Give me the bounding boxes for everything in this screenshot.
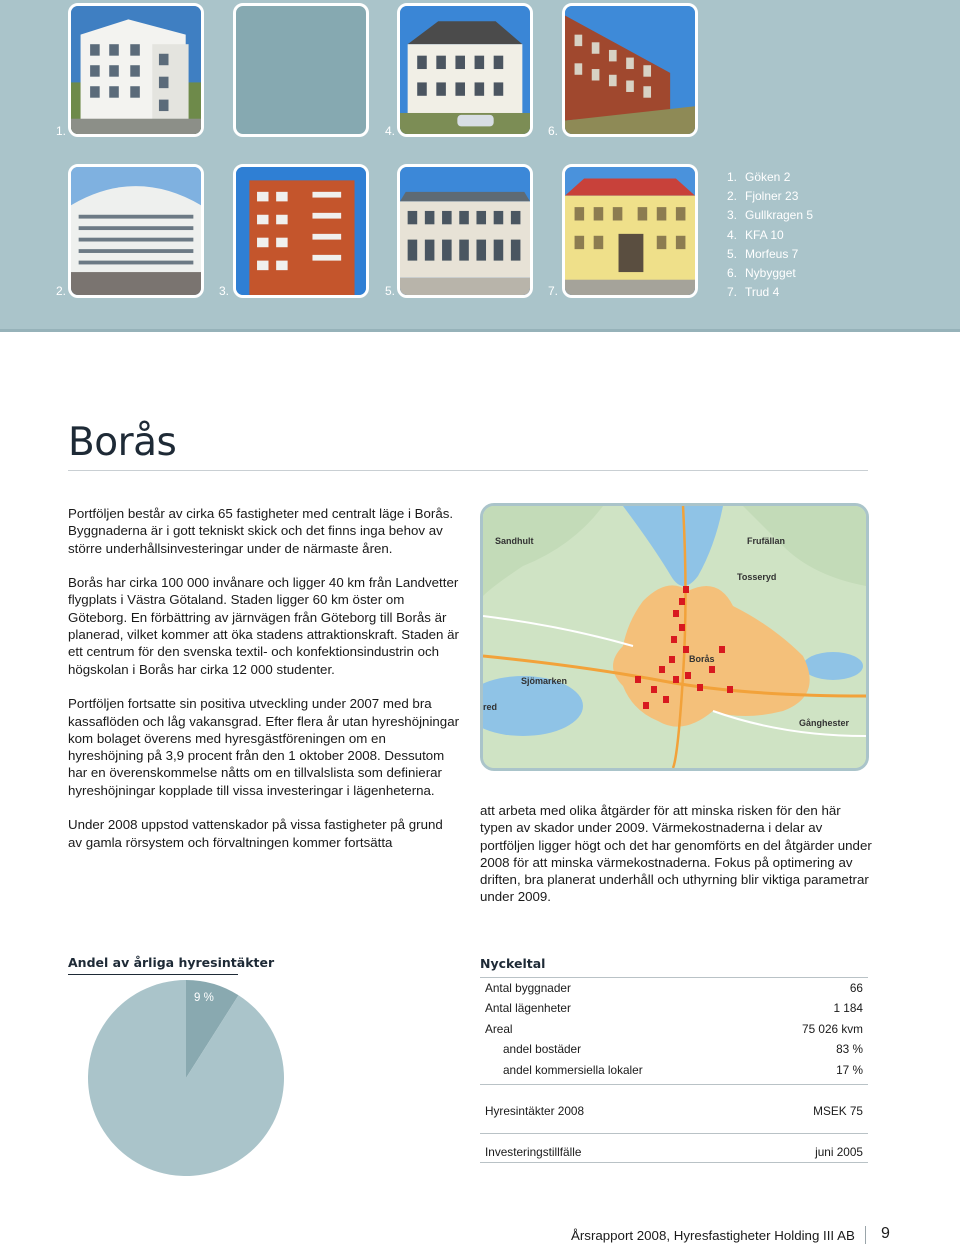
key-figures-table-investment bbox=[480, 1142, 868, 1163]
paragraph: Under 2008 uppstod vattenskador på vissa fastigheter på grund av gamla rörsystem och förvaltningen kommer fortsätta bbox=[68, 817, 443, 850]
footer-separator bbox=[865, 1226, 866, 1244]
photo-morfeus-7 bbox=[397, 164, 533, 298]
paragraph: Portföljen fortsatte sin positiva utveckling under 2007 med bra kassaflöden och låg vakansgrad. Efter flera år utan hyreshöjningar kom bolaget överens med hyresgästföreningen om en hyreshöjning på 3,9 procent från den 1 oktober 2008. Dessutom har en överenskommelse nåtts om en tillvalslista som definierar hyreshöjningar kopplade till vissa investeringar i lägenheterna. bbox=[68, 696, 460, 798]
footer-text: Årsrapport 2008, Hyresfastigheter Holding III AB bbox=[571, 1228, 855, 1243]
photo-band bbox=[0, 0, 960, 332]
table-row: Areal 75 026 kvm bbox=[485, 1021, 863, 1036]
photo-goken-2 bbox=[68, 3, 204, 137]
paragraph: att arbeta med olika åtgärder för att minska risken för den här typen av skador under 2009. Värmekostnaderna i delar av portföljen ligger högt och det har genomförts en del åtgärder under 2008 för att minska värmekostnaderna. Fokus på optimering av driften, bra planerat underhåll och uthyrning blir viktiga parametrar under 2009. bbox=[480, 803, 872, 905]
pie-slice-label: 9 % bbox=[194, 992, 214, 1004]
legend-item: 6. Nybygget bbox=[727, 266, 796, 281]
photo-placeholder bbox=[233, 3, 369, 137]
pie-heading: Andel av årliga hyresintäkter bbox=[68, 955, 275, 970]
legend-item: 2. Fjolner 23 bbox=[727, 189, 799, 204]
map-label-frufallan: Frufällan bbox=[747, 536, 786, 546]
page-title: Borås bbox=[68, 420, 177, 465]
legend-item: 1. Göken 2 bbox=[727, 170, 791, 184]
photo-trud-4 bbox=[562, 164, 698, 298]
key-figures-table-revenue bbox=[480, 1101, 868, 1134]
right-column bbox=[480, 802, 872, 923]
table-row: Antal byggnader 66 bbox=[485, 981, 863, 995]
photo-fjolner-23 bbox=[68, 164, 204, 298]
pie-heading-underline bbox=[68, 974, 238, 975]
page-number: 9 bbox=[881, 1225, 890, 1242]
photo-legend bbox=[727, 168, 813, 302]
rent-share-pie bbox=[86, 978, 286, 1178]
legend-item: 5. Morfeus 7 bbox=[727, 246, 799, 261]
table-row: andel kommersiella lokaler 17 % bbox=[503, 1062, 863, 1077]
photo-number: 7. bbox=[548, 284, 559, 298]
title-divider bbox=[68, 470, 868, 471]
map-label-sandhult: Sandhult bbox=[495, 536, 534, 546]
table-divider bbox=[480, 1133, 868, 1134]
table-row: Investeringstillfälle juni 2005 bbox=[485, 1145, 863, 1159]
map-label-red: red bbox=[483, 702, 498, 712]
map-label-ganghester: Gånghester bbox=[799, 718, 850, 728]
table-row: Hyresintäkter 2008 MSEK 75 bbox=[485, 1104, 863, 1118]
photo-nybygget bbox=[562, 3, 698, 137]
photo-number: 5. bbox=[385, 284, 396, 298]
boras-map bbox=[480, 503, 869, 771]
map-label-tosseryd: Tosseryd bbox=[737, 572, 777, 582]
legend-item: 4. KFA 10 bbox=[727, 227, 784, 242]
map-label-boras: Borås bbox=[689, 654, 715, 664]
paragraph: Borås har cirka 100 000 invånare och ligger 40 km från Landvetter flygplats i Västra Götaland. Staden ligger 60 km öster om Göteborg. En förbättring av järnvägen från Göteborg till Borås är planerad, vilket kommer att öka stadens attraktionskraft. Staden är ett centrum för den svenska textil- och konfektionsindustrin och högskolan i Borås har cirka 12 000 studenter. bbox=[68, 575, 459, 677]
photo-number: 6. bbox=[548, 124, 559, 138]
map-label-sjomarken: Sjömarken bbox=[521, 676, 568, 686]
photo-number: 4. bbox=[385, 124, 396, 138]
photo-kfa-10 bbox=[397, 3, 533, 137]
legend-item: 7. Trud 4 bbox=[727, 285, 780, 300]
table-row: Antal lägenheter 1 184 bbox=[485, 1001, 863, 1016]
photo-number: 3. bbox=[219, 284, 230, 298]
paragraph: Portföljen består av cirka 65 fastigheter med centralt läge i Borås. Byggnaderna är i gott tekniskt skick och det finns inga behov av större underhållsinvesteringar under de närmaste åren. bbox=[68, 506, 454, 556]
table-divider bbox=[480, 1084, 868, 1085]
table-row: andel bostäder 83 % bbox=[503, 1042, 863, 1057]
photo-number: 1. bbox=[56, 124, 67, 138]
key-figures-heading: Nyckeltal bbox=[480, 956, 546, 971]
pie-slice-1 bbox=[88, 980, 284, 1176]
key-figures-table bbox=[480, 977, 868, 1085]
photo-number: 2. bbox=[56, 284, 67, 298]
legend-item: 3. Gullkragen 5 bbox=[727, 208, 814, 223]
left-column bbox=[68, 505, 460, 868]
table-divider bbox=[480, 1162, 868, 1163]
photo-gullkragen-5 bbox=[233, 164, 369, 298]
